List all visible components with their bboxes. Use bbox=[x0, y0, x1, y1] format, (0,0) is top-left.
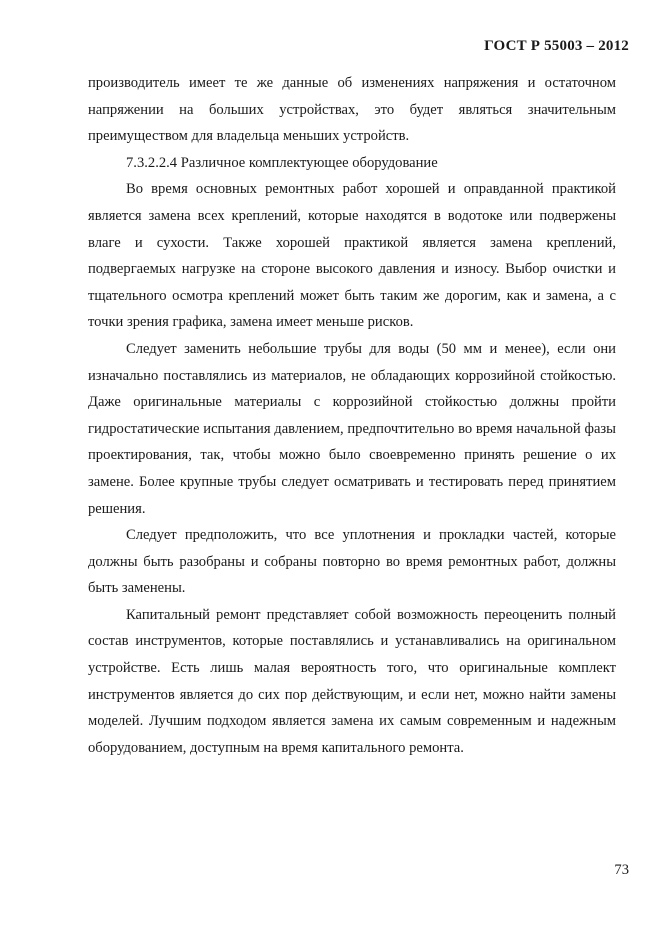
document-body bbox=[88, 70, 616, 761]
paragraph: Следует заменить небольшие трубы для воды (50 мм и менее), если они изначально поставлялись из материалов, не обладающих коррозийной стойкостью. Даже оригинальные материалы с коррозийной стойкостью должны пройти гидростатические испытания давлением, предпочтительно во время начальной фазы проектирования, так, чтобы можно было своевременно принять решение о их замене. Более крупные трубы следует осматривать и тестировать перед принятием решения. bbox=[88, 340, 616, 517]
paragraph-continuation: производитель имеет те же данные об изменениях напряжения и остаточном напряжении на больших устройствах, это будет являться значительным преимуществом для владельца меньших устройств. bbox=[88, 75, 616, 145]
section-heading: 7.3.2.2.4 Различное комплектующее оборудование bbox=[126, 154, 438, 171]
page-number: 73 bbox=[614, 862, 629, 878]
paragraph: Капитальный ремонт представляет собой возможность переоценить полный состав инструментов, которые поставлялись и устанавливались на оригинальном устройстве. Есть лишь малая вероятность того, что оригинальные комплект инструментов является до сих пор действующим, и если нет, можно найти замены моделей. Лучшим подходом является замена их самым современным и надежным оборудованием, доступным на время капитального ремонта. bbox=[88, 606, 616, 756]
paragraph: Во время основных ремонтных работ хорошей и оправданной практикой является замена всех креплений, которые находятся в водотоке или подвержены влаге и сухости. Также хорошей практикой является замена креплений, подвергаемых нагрузке на стороне высокого давления и износу. Выбор очистки и тщательного осмотра креплений может быть таким же дорогим, как и замена, а с точки зрения графика, замена имеет меньше рисков. bbox=[88, 181, 616, 331]
paragraph: Следует предположить, что все уплотнения и прокладки частей, которые должны быть разобраны и собраны повторно во время ремонтных работ, должны быть заменены. bbox=[88, 527, 616, 597]
document-header: ГОСТ Р 55003 – 2012 bbox=[484, 38, 629, 54]
